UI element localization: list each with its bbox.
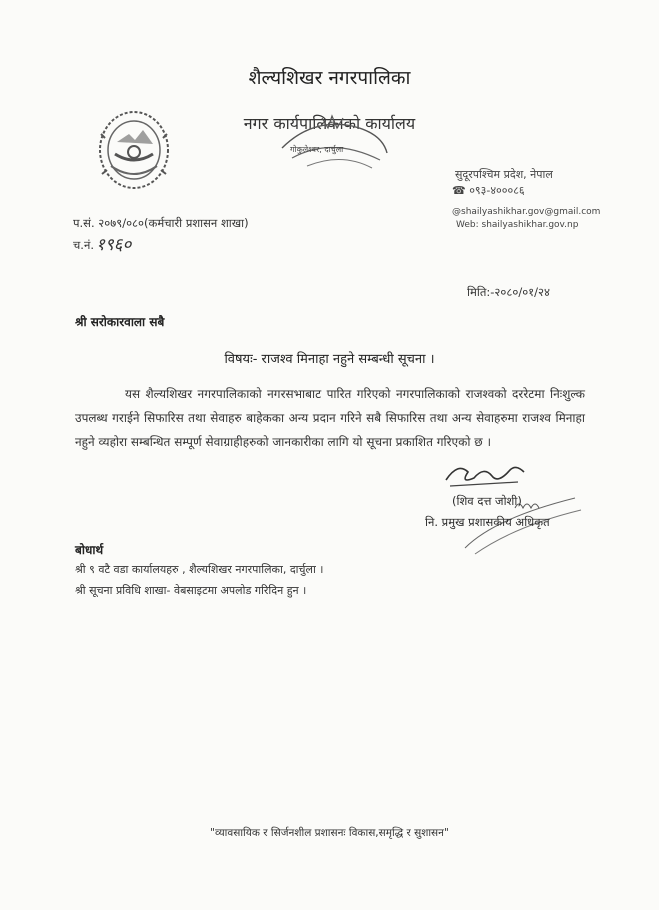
email-address: @shailyashikhar.gov@gmail.com bbox=[452, 207, 601, 217]
subject-line: विषयः- राजश्व मिनाहा नहुने सम्बन्धी सूचना । bbox=[224, 352, 435, 367]
letterhead-subtitle: नगर कार्यपालिकाको कार्यालय bbox=[243, 114, 416, 133]
cc-item: श्री सूचना प्रविधि शाखा- वेबसाइटमा अपलोड गरिदिन हुन । bbox=[75, 584, 307, 597]
stamp-text: गोकुलेश्वर, दार्चुला bbox=[290, 145, 344, 154]
signatory-title: नि. प्रमुख प्रशासकीय अधिकृत bbox=[425, 515, 550, 529]
letterhead-title: शैल्यशिखर नगरपालिका bbox=[248, 67, 411, 89]
signature-scribble bbox=[440, 458, 530, 492]
letter-date: मिति:-२०८०/०१/२४ bbox=[467, 285, 551, 299]
dispatch-number-label: च.नं. bbox=[73, 238, 94, 252]
footer-motto: "व्यावसायिक र सिर्जनशील प्रशासनः विकास,समृद्धि र सुशासन" bbox=[210, 827, 449, 839]
province-text: सुदूरपश्चिम प्रदेश, नेपाल bbox=[455, 168, 553, 181]
dispatch-number: १९६० bbox=[96, 235, 132, 255]
cc-item: श्री ९ वटै वडा कार्यालयहरु , शैल्यशिखर नगरपालिका, दार्चुला । bbox=[75, 563, 324, 576]
reference-number: प.सं. २०७९/०८०(कर्मचारी प्रशासन शाखा) bbox=[73, 216, 249, 230]
cc-heading: बोधार्थ bbox=[75, 543, 104, 557]
website-address: Web: shailyashikhar.gov.np bbox=[456, 220, 579, 230]
signatory-name: (शिव दत्त जोशी) bbox=[452, 494, 522, 508]
office-stamp bbox=[262, 108, 402, 178]
addressee: श्री सरोकारवाला सबै bbox=[75, 315, 165, 329]
phone-number: ☎ ०९३-४०००८६ bbox=[452, 184, 525, 197]
notice-body: यस शैल्यशिखर नगरपालिकाको नगरसभाबाट पारित गरिएको नगरपालिकाको राजश्वको दररेटमा निःशुल्क उपलब्ध गराईने सिफारिस तथा सेवाहरु बाहेकका अन्य प्रदान गरिने सबै सिफारिस तथा अन्य सेवाहरुमा राजश्व मिनाहा नहुने व्यहोरा सम्बन्धित सम्पूर्ण सेवाग्राहीहरुको जानकारीका लागि यो सूचना प्रकाशित गरिएको छ । bbox=[75, 387, 585, 449]
